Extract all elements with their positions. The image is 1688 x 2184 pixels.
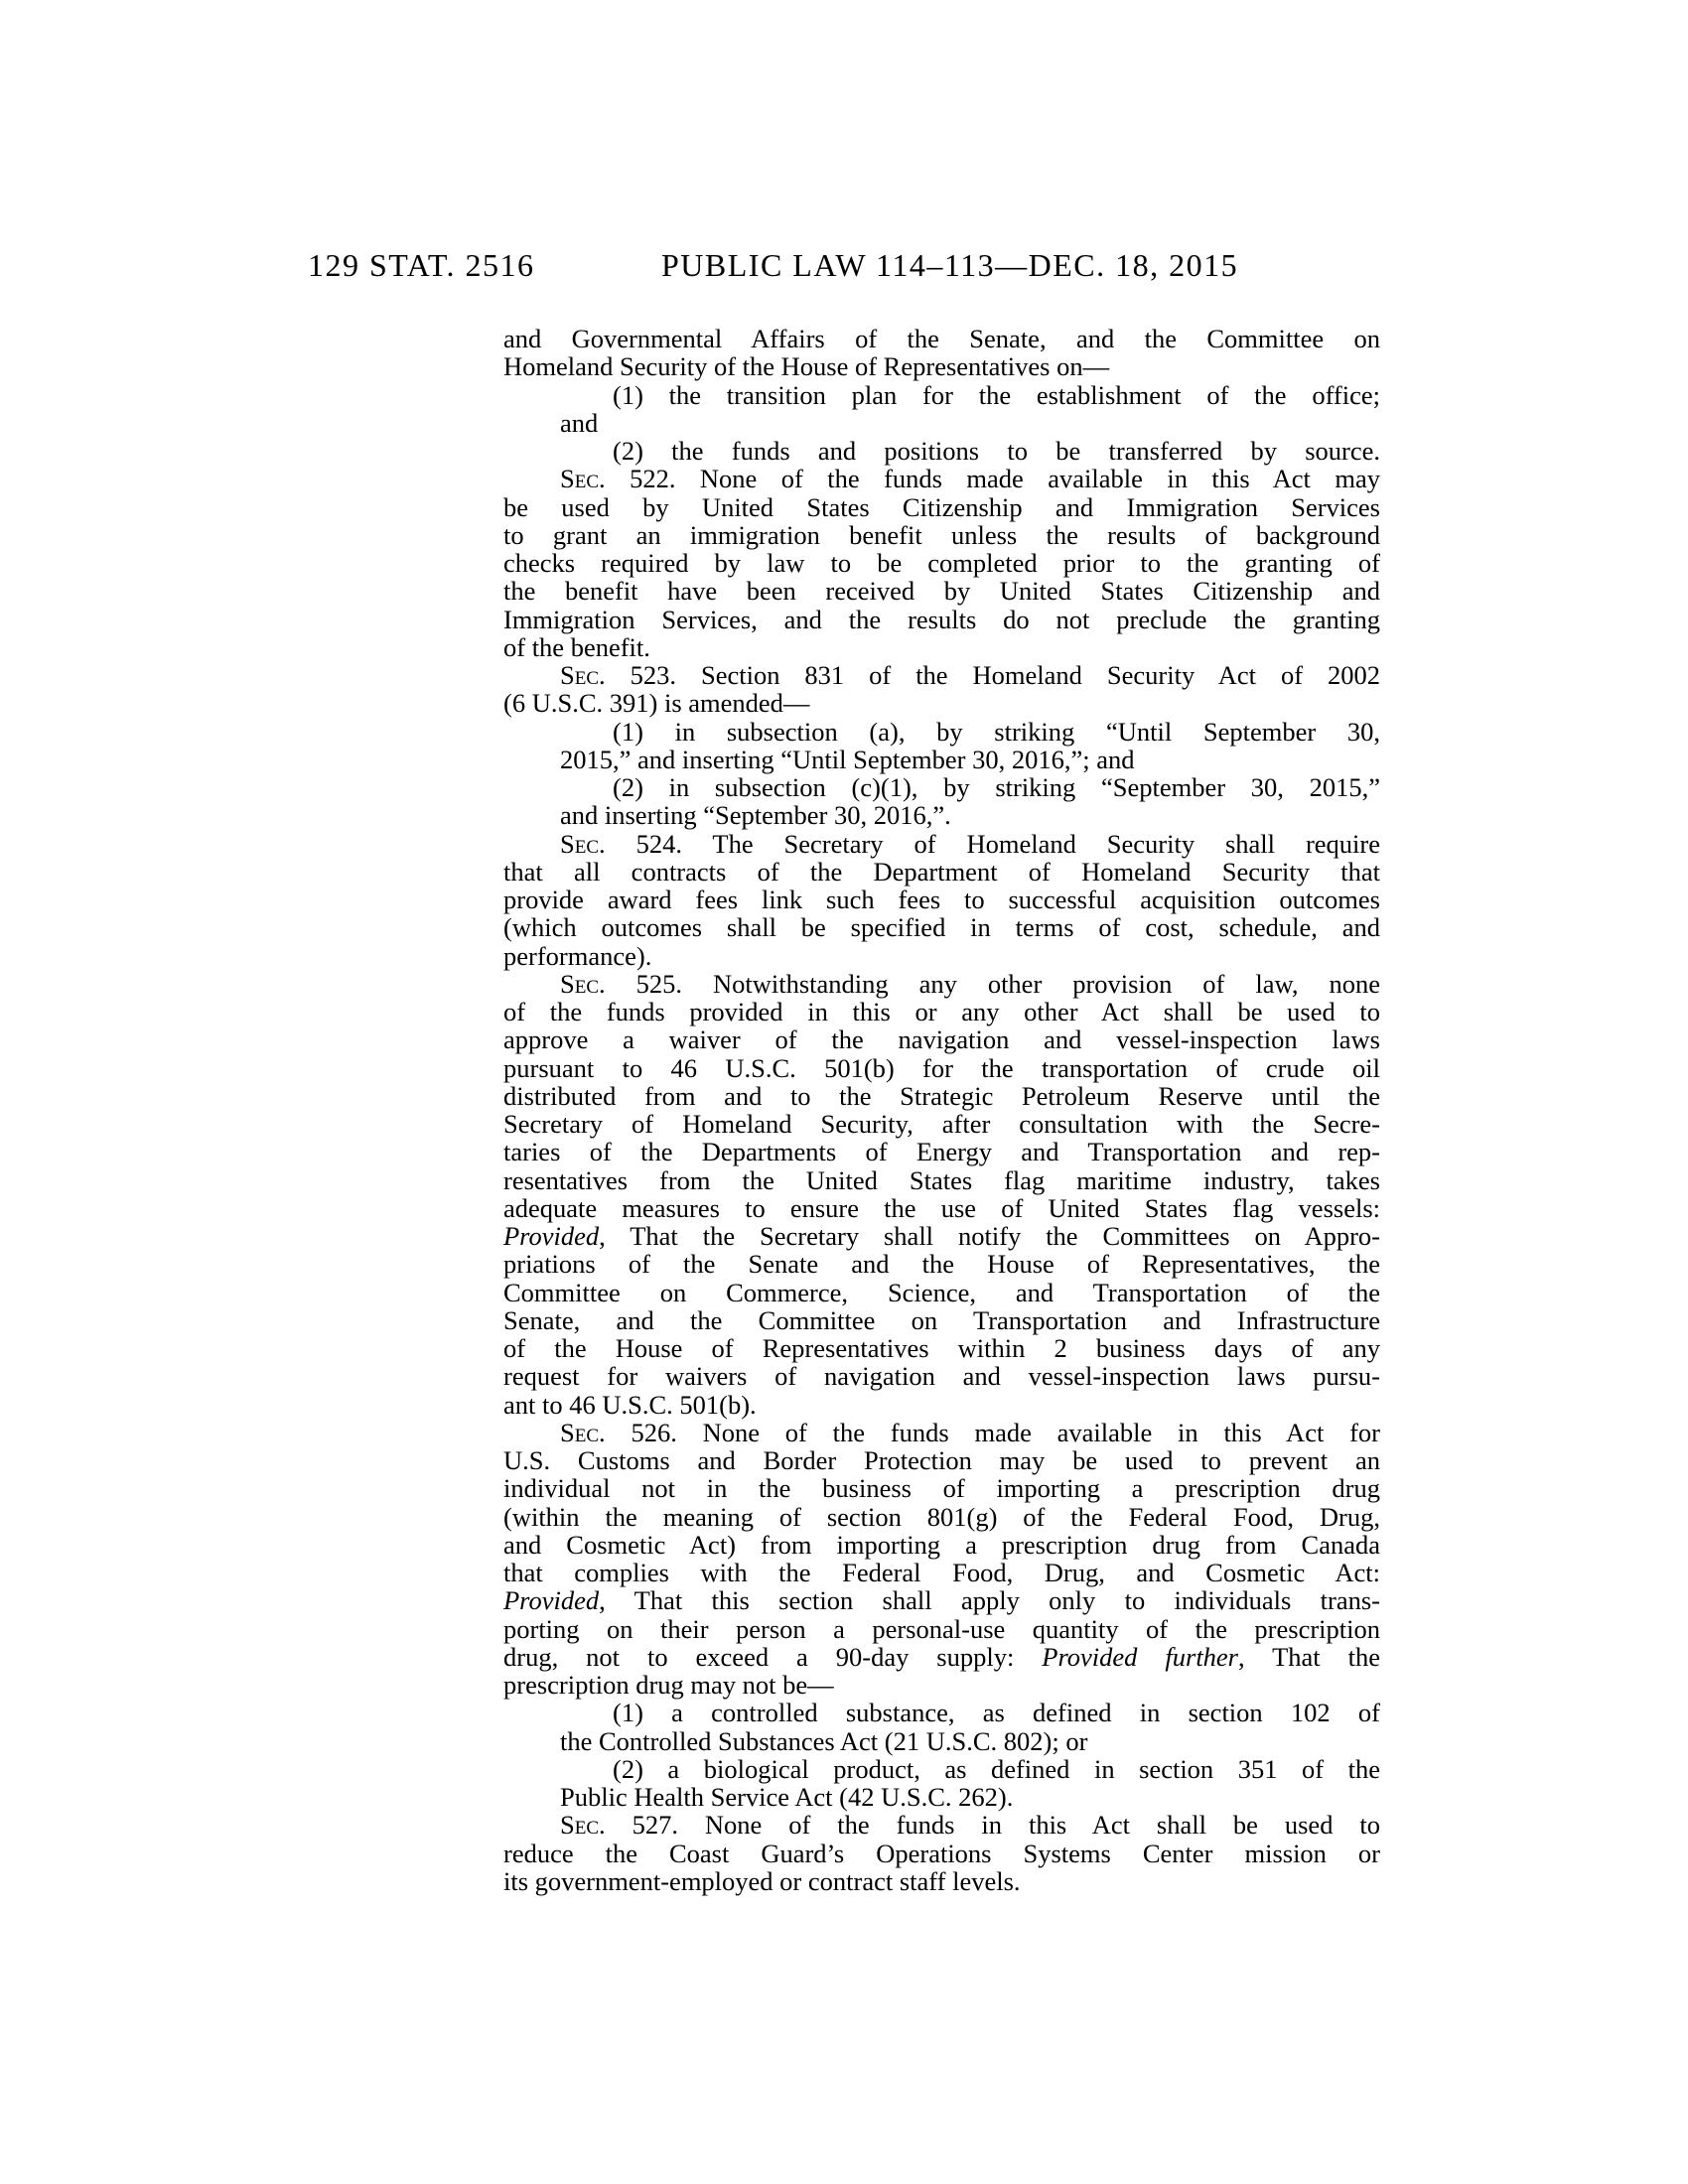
text-run: 2015,” and inserting “Until September 30, 2016,”; and — [560, 744, 1135, 774]
text-line — [503, 1110, 1380, 1138]
text-run: porting on their person a personal-use quantity of the prescription — [503, 1613, 1380, 1644]
text-run: 522. None of the funds made available in this Act may — [605, 464, 1380, 494]
text-line — [503, 1334, 1380, 1362]
text-line — [503, 1446, 1380, 1474]
text-line — [503, 1306, 1380, 1334]
text-line — [503, 1082, 1380, 1110]
text-run: drug, not to exceed a 90-day supply: — [503, 1641, 1043, 1672]
text-line — [503, 465, 1380, 492]
text-run: , That this section shall apply only to individuals trans- — [599, 1585, 1380, 1616]
text-run: (which outcomes shall be specified in terms of cost, schedule, and — [503, 912, 1380, 943]
section-marker: Sec. — [560, 1810, 606, 1841]
section-marker: Sec. — [560, 1417, 606, 1447]
text-line — [503, 1391, 1380, 1419]
text-run: taries of the Departments of Energy and Transportation and rep- — [503, 1137, 1380, 1167]
text-run: its government-employed or contract staff levels. — [503, 1865, 1021, 1896]
section-marker: Sec. — [560, 968, 606, 999]
text-line — [503, 746, 1380, 773]
text-line — [503, 1362, 1380, 1390]
text-line — [503, 1054, 1380, 1082]
text-run: approve a waiver of the navigation and vessel-inspection laws — [503, 1024, 1380, 1055]
text-line — [503, 689, 1380, 717]
text-run: and Governmental Affairs of the Senate, and the Committee on — [503, 324, 1380, 353]
text-run: Homeland Security of the House of Representatives on— — [503, 351, 1110, 382]
text-run: provide award fees link such fees to successful acquisition outcomes — [503, 885, 1380, 914]
text-run: performance). — [503, 940, 652, 971]
text-run: adequate measures to ensure the use of United States flag vessels: — [503, 1192, 1380, 1223]
text-line — [503, 661, 1380, 689]
text-run: be used by United States Citizenship and Immigration Services — [503, 491, 1380, 522]
text-line — [503, 1586, 1380, 1614]
text-run: (1) a controlled substance, as defined in section 102 of — [613, 1698, 1380, 1728]
text-run: and Cosmetic Act) from importing a prescription drug from Canada — [503, 1529, 1380, 1560]
section-marker: Sec. — [560, 828, 606, 859]
text-run: the benefit have been received by United States Citizenship and — [503, 576, 1380, 607]
text-line — [503, 942, 1380, 970]
text-line — [503, 521, 1380, 549]
text-run: U.S. Customs and Border Protection may be used to prevent an — [503, 1445, 1380, 1475]
text-run: Provided — [503, 1585, 600, 1616]
section-marker: Sec. — [560, 660, 606, 690]
text-run: distributed from and to the Strategic Petroleum Reserve until the — [503, 1080, 1380, 1111]
text-run: priations of the Senate and the House of Representatives, the — [503, 1249, 1380, 1280]
text-line — [503, 1727, 1380, 1755]
text-run: of the funds provided in this or any other Act shall be used to — [503, 997, 1380, 1026]
text-run: 523. Section 831 of the Homeland Security Act of 2002 — [605, 660, 1380, 690]
text-run: 527. None of the funds in this Act shall be used to — [605, 1810, 1380, 1841]
text-line — [503, 577, 1380, 605]
text-run: Immigration Services, and the results do not preclude the granting — [503, 604, 1380, 634]
text-line — [503, 1194, 1380, 1222]
text-line — [503, 437, 1380, 465]
text-run: (2) in subsection (c)(1), by striking “September 30, 2015,” — [613, 772, 1380, 802]
text-run: pursuant to 46 U.S.C. 501(b) for the transportation of crude oil — [503, 1052, 1380, 1083]
section-marker: Sec. — [560, 464, 606, 494]
text-line — [503, 1643, 1380, 1671]
text-run: 524. The Secretary of Homeland Security shall require — [605, 828, 1380, 859]
text-line — [503, 718, 1380, 746]
text-run: of the House of Representatives within 2 business days of any — [503, 1333, 1380, 1363]
text-run: Provided — [503, 1221, 600, 1251]
text-line — [503, 830, 1380, 858]
text-run: (1) in subsection (a), by striking “Until September 30, — [613, 716, 1380, 747]
text-line — [503, 325, 1380, 352]
text-line — [503, 1811, 1380, 1839]
text-line — [503, 998, 1380, 1025]
text-run: resentatives from the United States flag maritime industry, takes — [503, 1164, 1380, 1195]
text-run: , That the Secretary shall notify the Committees on Appro- — [599, 1221, 1380, 1251]
text-run: checks required by law to be completed prior to the granting of — [503, 548, 1380, 578]
text-line — [503, 1783, 1380, 1811]
text-run: (2) the funds and positions to be transferred by source. — [613, 436, 1380, 466]
text-line — [503, 1025, 1380, 1053]
text-run: that all contracts of the Department of Homeland Security that — [503, 856, 1380, 887]
text-line — [503, 606, 1380, 633]
text-run: the Controlled Substances Act (21 U.S.C. 802); or — [560, 1725, 1088, 1756]
text-run: ant to 46 U.S.C. 501(b). — [503, 1389, 757, 1420]
text-line — [503, 633, 1380, 661]
text-line — [503, 1559, 1380, 1586]
text-line — [503, 1840, 1380, 1867]
text-run: of the benefit. — [503, 631, 650, 662]
text-line — [503, 1503, 1380, 1531]
text-run: Secretary of Homeland Security, after consultation with the Secre- — [503, 1109, 1380, 1139]
text-run: prescription drug may not be— — [503, 1670, 834, 1700]
text-line — [503, 1531, 1380, 1559]
text-line — [503, 549, 1380, 577]
text-line — [503, 1222, 1380, 1250]
text-run: 526. None of the funds made available in this Act for — [605, 1417, 1380, 1447]
text-run: reduce the Coast Guard’s Operations Systems Center mission or — [503, 1838, 1380, 1868]
text-line — [503, 1867, 1380, 1895]
text-line — [503, 409, 1380, 437]
text-run: (2) a biological product, as defined in section 351 of the — [613, 1753, 1380, 1784]
text-line — [503, 493, 1380, 521]
text-run: to grant an immigration benefit unless the results of background — [503, 519, 1380, 550]
statute-text — [503, 325, 1380, 1895]
text-line — [503, 1615, 1380, 1643]
text-line — [503, 773, 1380, 801]
text-run: Public Health Service Act (42 U.S.C. 262). — [560, 1782, 1014, 1812]
text-line — [503, 886, 1380, 913]
text-line — [503, 1279, 1380, 1306]
text-run: (6 U.S.C. 391) is amended— — [503, 688, 810, 719]
text-line — [503, 1671, 1380, 1699]
text-run: Provided further — [1042, 1641, 1238, 1672]
text-line — [503, 352, 1380, 380]
text-line — [503, 1419, 1380, 1446]
text-line — [503, 1755, 1380, 1783]
text-line — [503, 801, 1380, 829]
text-run: and — [560, 407, 599, 438]
text-line — [503, 1250, 1380, 1278]
text-line — [503, 970, 1380, 998]
text-line — [503, 1474, 1380, 1502]
text-run: individual not in the business of importing a prescription drug — [503, 1473, 1380, 1504]
page-number: 129 STAT. 2516 — [308, 247, 535, 283]
text-run: , That the — [1238, 1641, 1380, 1672]
text-run: request for waivers of navigation and vessel-inspection laws pursu- — [503, 1361, 1380, 1392]
text-run: Senate, and the Committee on Transportation and Infrastructure — [503, 1304, 1380, 1335]
text-line — [503, 913, 1380, 941]
text-line — [503, 1699, 1380, 1726]
text-run: (1) the transition plan for the establishment of the office; — [613, 379, 1380, 410]
law-heading: PUBLIC LAW 114–113—DEC. 18, 2015 — [661, 247, 1239, 283]
text-run: and inserting “September 30, 2016,”. — [560, 800, 951, 831]
text-line — [503, 1166, 1380, 1194]
text-line — [503, 858, 1380, 886]
text-line — [503, 381, 1380, 409]
text-line — [503, 1138, 1380, 1165]
text-run: (within the meaning of section 801(g) of the Federal Food, Drug, — [503, 1501, 1380, 1532]
text-run: 525. Notwithstanding any other provision of law, none — [605, 968, 1380, 999]
text-run: that complies with the Federal Food, Drug, and Cosmetic Act: — [503, 1558, 1380, 1587]
text-run: Committee on Commerce, Science, and Transportation of the — [503, 1277, 1380, 1307]
